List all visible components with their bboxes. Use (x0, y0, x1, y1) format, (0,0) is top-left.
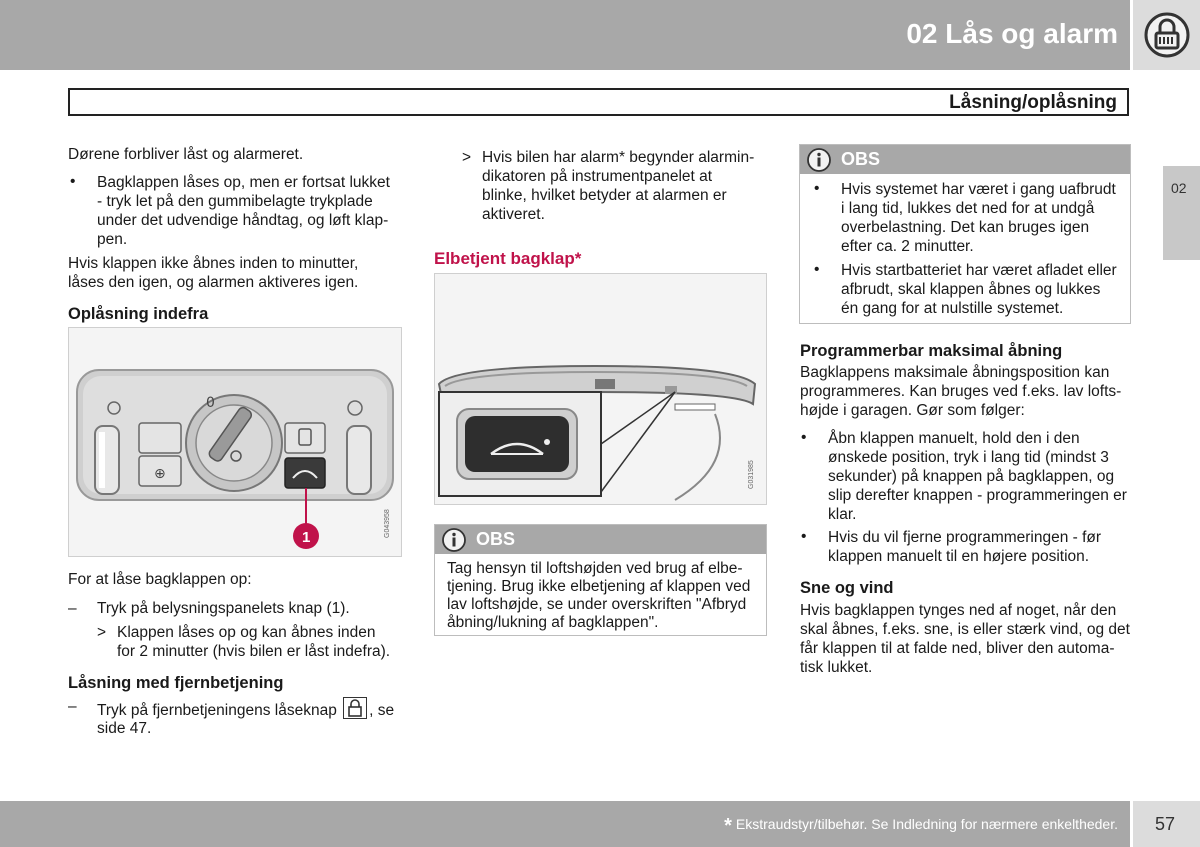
chapter-title: 02 Lås og alarm (906, 18, 1118, 49)
side-tab-label: 02 (1171, 180, 1187, 196)
light-panel-illustration (69, 328, 402, 557)
figure-light-panel (68, 327, 402, 557)
col3-para2-line4: tisk lukket. (800, 659, 873, 676)
figure1-code: G043958 (384, 509, 391, 538)
col3-para2-line2: skal åbnes, f.eks. sne, is eller stærk vind, og det (800, 621, 1130, 638)
step2-text-a: Tryk på fjernbetjeningens låseknap (97, 702, 337, 719)
col2-result-line4: aktiveret. (482, 206, 545, 223)
obs2-line2: tjening. Brug ikke elbetjening af klappen ved (447, 578, 751, 595)
obs3-b2-line2: afbrudt, skal klappen åbnes og lukkes (841, 281, 1101, 298)
footer-note (724, 815, 1118, 838)
col3-para2-line1: Hvis bagklappen tynges ned af noget, når den (800, 602, 1117, 619)
col3-b1-line4: slip derefter knappen - programmeringen er (828, 487, 1127, 504)
page-number: 57 (1155, 814, 1176, 834)
bullet-dot: • (801, 528, 807, 545)
heading-remote-lock: Låsning med fjernbetjening (68, 674, 284, 692)
tailgate-illustration (435, 274, 767, 505)
col3-para1-line2: programmeres. Kan bruges ved f.eks. lav lofts- (800, 383, 1122, 400)
footer-note-text: Ekstraudstyr/tilbehør. Se Indledning for nærmere enkeltheder. (735, 816, 1118, 832)
heading-power-tailgate: Elbetjent bagklap* (434, 249, 582, 268)
col3-b2-line1: Hvis du vil fjerne programmeringen - før (828, 529, 1102, 546)
obs-box-tailgate (434, 524, 767, 636)
obs-header (435, 525, 766, 554)
para3: For at låse bagklappen op: (68, 571, 252, 588)
obs2-line3: lav loftshøjde, se under overskriften "Afbryd (447, 596, 747, 613)
page-number-box (1133, 801, 1200, 847)
result1-line1: Klappen låses op og kan åbnes inden (117, 624, 376, 641)
bullet1-line1: Bagklappen låses op, men er fortsat lukket (97, 174, 390, 191)
para2-line2: låses den igen, og alarmen aktiveres igen. (68, 274, 359, 291)
obs3-b2-line1: Hvis startbatteriet har været afladet eller (841, 262, 1117, 279)
obs3-b1-line4: efter ca. 2 minutter. (841, 238, 974, 255)
lock-key-icon (343, 697, 367, 719)
col3-b1-line2: ønskede position, tryk i lang tid (mindst 3 (828, 449, 1109, 466)
section-title: Låsning/oplåsning (949, 92, 1117, 113)
col3-para1-line1: Bagklappens maksimale åbningsposition kan (800, 364, 1110, 381)
chapter-side-tab (1163, 166, 1200, 260)
obs3-b1-line2: i lang tid, lukkes det ned for at undgå (841, 200, 1095, 217)
col2-result-line2: dikatoren på instrumentpanelet at (482, 168, 713, 185)
step2-line2: side 47. (97, 720, 152, 737)
heading-snow-wind: Sne og vind (800, 579, 894, 597)
step2-text-b: , se (369, 702, 395, 719)
para2-line1: Hvis klappen ikke åbnes inden to minutter, (68, 255, 359, 272)
info-icon (441, 527, 467, 553)
col2-result-line1: Hvis bilen har alarm* begynder alarmin- (482, 149, 755, 166)
heading-unlock-inside: Oplåsning indefra (68, 305, 209, 323)
col3-para1-line3: højde i garagen. Gør som følger: (800, 402, 1025, 419)
bullet1-line3: under det udvendige håndtag, og løft klap- (97, 212, 389, 229)
obs3-b2-line3: én gang for at nulstille systemet. (841, 300, 1064, 317)
svg-text:⊕: ⊕ (154, 466, 166, 482)
col3-b1-line1: Åbn klappen manuelt, hold den i den (828, 430, 1080, 447)
col3-para2-line3: får klappen til at falde ned, bliver den automa- (800, 640, 1115, 657)
obs3-b1-line1: Hvis systemet har været i gang uafbrudt (841, 181, 1116, 198)
bullet-dot: • (814, 261, 820, 278)
result-arrow: > (97, 624, 107, 641)
col3-b2-line2: klappen manuelt til en højere position. (828, 548, 1090, 565)
obs-label: OBS (841, 149, 881, 169)
figure-tailgate-button (434, 273, 767, 505)
section-title-box (68, 88, 1129, 116)
footer-star: * (724, 815, 732, 837)
dial-zero-label: 0 (206, 395, 215, 411)
step2-dash: – (68, 698, 77, 715)
intro-text: Dørene forbliver låst og alarmeret. (68, 146, 304, 163)
step2-line1 (97, 697, 394, 720)
bullet-dot: • (70, 173, 76, 190)
bullet-dot: • (801, 429, 807, 446)
callout-1: 1 (302, 529, 311, 546)
info-icon (806, 147, 832, 173)
col3-b1-line3: sekunder) på knappen på bagklappen, og (828, 468, 1115, 485)
obs3-b1-line3: overbelastning. Det kan bruges igen (841, 219, 1090, 236)
col3-b1-line5: klar. (828, 506, 857, 523)
col2-arrow: > (462, 149, 472, 166)
bullet1-line4: pen. (97, 231, 128, 248)
figure2-code: G031985 (748, 460, 755, 489)
obs-box-system (799, 144, 1131, 324)
heading-programmable-opening: Programmerbar maksimal åbning (800, 342, 1063, 360)
obs-label: OBS (476, 529, 516, 549)
obs2-line1: Tag hensyn til loftshøjden ved brug af elbe- (447, 560, 743, 577)
padlock-icon (1143, 11, 1191, 59)
step1: Tryk på belysningspanelets knap (1). (97, 600, 350, 617)
bullet-dot: • (814, 180, 820, 197)
step-dash: – (68, 600, 77, 617)
bullet1-line2: - tryk let på den gummibelagte trykplade (97, 193, 373, 210)
result1-line2: for 2 minutter (hvis bilen er låst indefra). (117, 643, 391, 660)
obs2-line4: åbning/lukning af bagklappen". (447, 614, 659, 631)
obs-header (800, 145, 1130, 174)
col2-result-line3: blinke, hvilket betyder at alarmen er (482, 187, 727, 204)
